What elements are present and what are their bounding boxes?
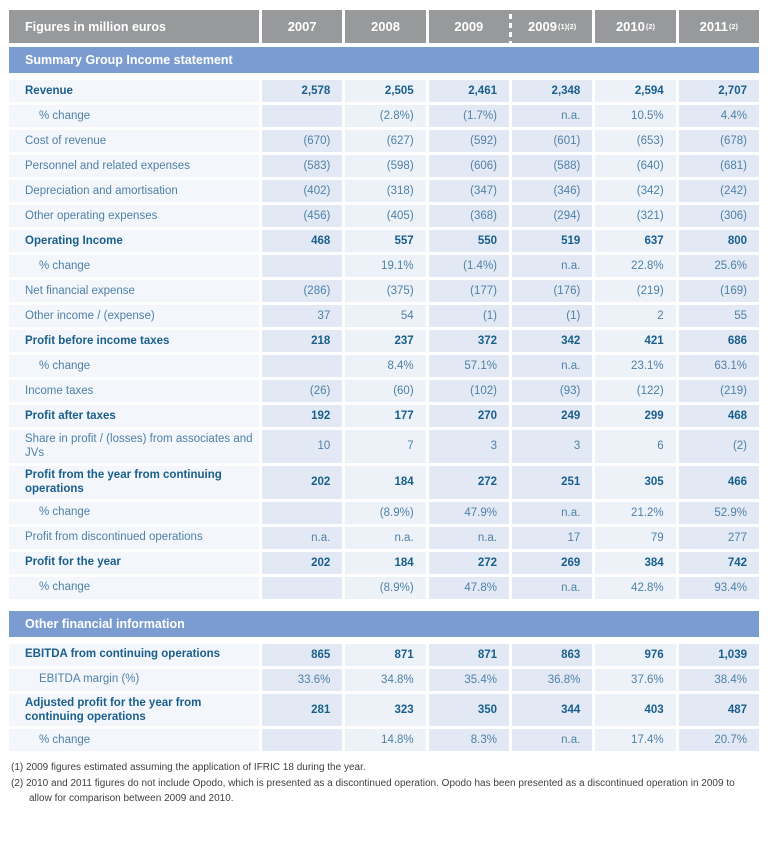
value-cell: 202 [262,552,342,574]
row-label: Profit from discontinued operations [9,527,259,549]
value-cell: 218 [262,330,342,352]
header-year-cell [262,10,342,43]
value-cell: 237 [345,330,425,352]
row-label: Adjusted profit for the year from continuing operations [9,694,259,727]
table-row [9,729,759,751]
value-cell: 19.1% [345,255,425,277]
value-cell: 47.9% [429,502,509,524]
header-year-text: 2010 [615,19,645,34]
value-cell: 36.8% [512,669,592,691]
footnote: (2) 2010 and 2011 figures do not include Opodo, which is presented as a discontinued operation. Opodo has been presented as a discontinued operation in 2009 to allow for comparison between 2009 and 2010. [11,778,735,805]
value-cell: (601) [512,130,592,152]
value-cell: (678) [679,130,759,152]
value-cell: (8.9%) [345,577,425,599]
row-label: % change [9,255,259,277]
value-cell: (598) [345,155,425,177]
table-row [9,669,759,691]
table-row [9,355,759,377]
header-year-text: 2009 [528,19,557,34]
footnotes [9,760,759,806]
table-row [9,380,759,402]
value-cell: 281 [262,694,342,727]
value-cell: (177) [429,280,509,302]
value-cell: 3 [512,430,592,463]
value-cell: 192 [262,405,342,427]
value-cell: (60) [345,380,425,402]
value-cell: 2,348 [512,80,592,102]
value-cell: 468 [679,405,759,427]
table-row [9,130,759,152]
row-label: Operating Income [9,230,259,252]
value-cell: 33.6% [262,669,342,691]
value-cell: (627) [345,130,425,152]
value-cell: n.a. [512,355,592,377]
row-label: Net financial expense [9,280,259,302]
section-rows [9,80,759,599]
row-label: Revenue [9,80,259,102]
value-cell: 487 [679,694,759,727]
value-cell: (2.8%) [345,105,425,127]
value-cell: 177 [345,405,425,427]
value-cell: n.a. [512,729,592,751]
value-cell: (1) [512,305,592,327]
value-cell: (653) [595,130,675,152]
table-row [9,255,759,277]
value-cell: n.a. [429,527,509,549]
value-cell: 272 [429,552,509,574]
value-cell: (321) [595,205,675,227]
table-row [9,205,759,227]
value-cell: 350 [429,694,509,727]
value-cell: 4.4% [679,105,759,127]
header-year-text: 2008 [371,19,400,34]
value-cell: 63.1% [679,355,759,377]
value-cell: (294) [512,205,592,227]
row-label: Other operating expenses [9,205,259,227]
row-label: Income taxes [9,380,259,402]
value-cell: 93.4% [679,577,759,599]
value-cell: (242) [679,180,759,202]
value-cell: n.a. [512,577,592,599]
value-cell: 3 [429,430,509,463]
value-cell: 421 [595,330,675,352]
table-row [9,644,759,666]
value-cell: (122) [595,380,675,402]
value-cell: 372 [429,330,509,352]
value-cell: 10.5% [595,105,675,127]
header-year-cell [429,10,509,43]
value-cell: 800 [679,230,759,252]
value-cell: 637 [595,230,675,252]
value-cell: (681) [679,155,759,177]
value-cell: 384 [595,552,675,574]
table-row [9,430,759,463]
value-cell: (606) [429,155,509,177]
value-cell: 742 [679,552,759,574]
value-cell [262,729,342,751]
value-cell: (102) [429,380,509,402]
table-row [9,280,759,302]
value-cell: 2,707 [679,80,759,102]
value-cell: 21.2% [595,502,675,524]
value-cell: (169) [679,280,759,302]
value-cell: 202 [262,466,342,499]
value-cell [262,105,342,127]
value-cell: 863 [512,644,592,666]
section-rows [9,644,759,752]
value-cell: (93) [512,380,592,402]
value-cell: 54 [345,305,425,327]
value-cell: 871 [345,644,425,666]
value-cell: 10 [262,430,342,463]
value-cell: (176) [512,280,592,302]
value-cell: 25.6% [679,255,759,277]
table-row [9,577,759,599]
value-cell: 79 [595,527,675,549]
value-cell: (1.7%) [429,105,509,127]
header-year-cell: 2010 (2) [595,10,675,43]
value-cell: 557 [345,230,425,252]
value-cell: n.a. [262,527,342,549]
row-label: % change [9,577,259,599]
section-header: Summary Group Income statement [9,47,759,73]
header-year-cell: 2011 (2) [679,10,759,43]
value-cell: 8.3% [429,729,509,751]
table-row [9,466,759,499]
value-cell: 976 [595,644,675,666]
row-label: Personnel and related expenses [9,155,259,177]
value-cell: 270 [429,405,509,427]
value-cell: (405) [345,205,425,227]
value-cell: 2,461 [429,80,509,102]
value-cell: 23.1% [595,355,675,377]
table-row [9,230,759,252]
value-cell: (346) [512,180,592,202]
value-cell: 57.1% [429,355,509,377]
value-cell: 865 [262,644,342,666]
row-label: Profit from the year from continuing operations [9,466,259,499]
row-label: % change [9,502,259,524]
header-year-text: 2011 [699,19,728,34]
value-cell: 55 [679,305,759,327]
table-row [9,180,759,202]
value-cell: n.a. [345,527,425,549]
value-cell: 14.8% [345,729,425,751]
value-cell: 871 [429,644,509,666]
value-cell: (1.4%) [429,255,509,277]
value-cell: 20.7% [679,729,759,751]
value-cell: 686 [679,330,759,352]
table-row [9,105,759,127]
value-cell: n.a. [512,255,592,277]
header-year-cell [345,10,425,43]
value-cell: 251 [512,466,592,499]
value-cell: n.a. [512,105,592,127]
table-row [9,405,759,427]
value-cell: 52.9% [679,502,759,524]
section-gap [9,599,759,611]
value-cell: 17 [512,527,592,549]
value-cell: 305 [595,466,675,499]
value-cell: 2 [595,305,675,327]
value-cell: 344 [512,694,592,727]
value-cell: 403 [595,694,675,727]
value-cell: (588) [512,155,592,177]
value-cell: n.a. [512,502,592,524]
row-label: EBITDA margin (%) [9,669,259,691]
value-cell: 184 [345,552,425,574]
header-year-cell: 2009 (1)(2) [512,10,592,43]
value-cell: 550 [429,230,509,252]
value-cell: 38.4% [679,669,759,691]
table-row [9,155,759,177]
table-header [9,10,759,43]
value-cell: (286) [262,280,342,302]
value-cell: 42.8% [595,577,675,599]
table-row [9,502,759,524]
value-cell: (347) [429,180,509,202]
value-cell: 34.8% [345,669,425,691]
table-row [9,694,759,727]
value-cell: (1) [429,305,509,327]
value-cell: (318) [345,180,425,202]
table-row [9,80,759,102]
value-cell [262,355,342,377]
value-cell: 272 [429,466,509,499]
value-cell: (219) [679,380,759,402]
table-row [9,305,759,327]
value-cell: 342 [512,330,592,352]
value-cell: 8.4% [345,355,425,377]
value-cell: (375) [345,280,425,302]
value-cell: 519 [512,230,592,252]
value-cell: (8.9%) [345,502,425,524]
table-row [9,527,759,549]
value-cell: 299 [595,405,675,427]
value-cell: (2) [679,430,759,463]
header-year-text: 2007 [287,19,317,34]
value-cell: 269 [512,552,592,574]
value-cell: 17.4% [595,729,675,751]
value-cell: 37 [262,305,342,327]
value-cell: 277 [679,527,759,549]
value-cell [262,502,342,524]
value-cell [262,255,342,277]
value-cell: (342) [595,180,675,202]
row-label: EBITDA from continuing operations [9,644,259,666]
value-cell: 35.4% [429,669,509,691]
row-label: Depreciation and amortisation [9,180,259,202]
value-cell: 6 [595,430,675,463]
value-cell: 466 [679,466,759,499]
row-label: Profit for the year [9,552,259,574]
row-label: Other income / (expense) [9,305,259,327]
value-cell: (583) [262,155,342,177]
footnote: (1) 2009 figures estimated assuming the application of IFRIC 18 during the year. [11,762,366,774]
value-cell: 22.8% [595,255,675,277]
header-year-text: 2009 [454,19,484,34]
value-cell: (640) [595,155,675,177]
table-body [9,47,759,751]
row-label: Profit after taxes [9,405,259,427]
value-cell: (26) [262,380,342,402]
row-label: % change [9,729,259,751]
value-cell: (456) [262,205,342,227]
value-cell: 2,578 [262,80,342,102]
value-cell: (368) [429,205,509,227]
table-row [9,330,759,352]
value-cell [262,577,342,599]
value-cell: (402) [262,180,342,202]
value-cell: (592) [429,130,509,152]
row-label: % change [9,355,259,377]
value-cell: 47.8% [429,577,509,599]
value-cell: 184 [345,466,425,499]
table-row [9,552,759,574]
value-cell: 468 [262,230,342,252]
value-cell: 323 [345,694,425,727]
value-cell: 7 [345,430,425,463]
value-cell: (306) [679,205,759,227]
value-cell: (219) [595,280,675,302]
value-cell: 1,039 [679,644,759,666]
value-cell: 2,594 [595,80,675,102]
value-cell: (670) [262,130,342,152]
row-label: % change [9,105,259,127]
value-cell: 2,505 [345,80,425,102]
section-header: Other financial information [9,611,759,637]
row-label: Share in profit / (losses) from associates and JVs [9,430,259,463]
value-cell: 249 [512,405,592,427]
header-label-cell [9,10,259,43]
header-label: Figures in million euros [25,19,166,34]
row-label: Cost of revenue [9,130,259,152]
value-cell: 37.6% [595,669,675,691]
row-label: Profit before income taxes [9,330,259,352]
